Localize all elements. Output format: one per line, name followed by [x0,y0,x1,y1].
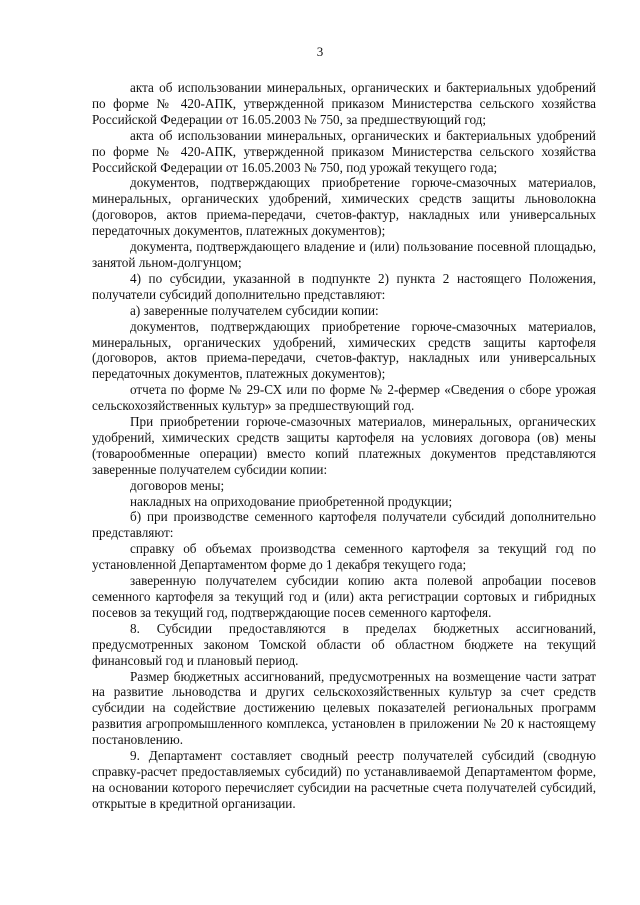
paragraph: справку об объемах производства семенного картофеля за текущий год по установленной Департаментом форме до 1 декабря текущего года; [92,541,596,573]
paragraph: документов, подтверждающих приобретение горюче-смазочных материалов, минеральных, органических удобрений, химических средств защиты картофеля (договоров, актов приема-передачи, счетов-фактур, накладных или универсальных передаточных документов, платежных документов); [92,318,596,382]
paragraph: отчета по форме № 29-СХ или по форме № 2-фермер «Сведения о сборе урожая сельскохозяйственных культур» за предшествующий год. [92,382,596,414]
paragraph: документа, подтверждающего владение и (или) пользование посевной площадью, занятой льном-долгунцом; [92,239,596,270]
page-number: 3 [316,44,324,59]
document-body [92,80,596,812]
paragraph: накладных на оприходование приобретенной продукции; [130,493,453,509]
paragraph: При приобретении горюче-смазочных материалов, минеральных, органических удобрений, химических средств защиты картофеля на условиях договора (ов) мены (товарообменные операции) вместо копий платежных документов представляются заверенные получателем субсидии копии: [92,414,596,477]
paragraph: договоров мены; [130,477,225,493]
paragraph: акта об использовании минеральных, органических и бактериальных удобрений по форме № 420-АПК, утвержденной приказом Министерства сельского хозяйства Российской Федерации от 16.05.2003 № 750, за предшествующий год; [92,80,596,127]
paragraph: 4) по субсидии, указанной в подпункте 2) пункта 2 настоящего Положения, получатели субсидий дополнительно представляют: [92,270,596,302]
paragraph: б) при производстве семенного картофеля получатели субсидий дополнительно представляют: [92,509,596,541]
paragraph: 9. Департамент составляет сводный реестр получателей субсидий (сводную справку-расчет предоставляемых субсидий) по устанавливаемой Департаментом форме, на основании которого перечисляет субсидии на расчетные счета получателей субсидий, открытые в кредитной организации. [92,748,596,811]
paragraph: акта об использовании минеральных, органических и бактериальных удобрений по форме № 420-АПК, утвержденной приказом Министерства сельского хозяйства Российской Федерации от 16.05.2003 № 750, под урожай текущего года; [92,127,596,175]
paragraph: документов, подтверждающих приобретение горюче-смазочных материалов, минеральных, органических удобрений, химических средств защиты льноволокна (договоров, актов приема-передачи, счетов-фактур, накладных или универсальных передаточных документов, платежных документов); [92,175,596,239]
paragraph: заверенную получателем субсидии копию акта полевой апробации посевов семенного картофеля за текущий год и (или) акта регистрации сортовых и гибридных посевов за текущий год, подтверждающие посев семенного картофеля. [92,573,596,620]
paragraph: Размер бюджетных ассигнований, предусмотренных на возмещение части затрат на развитие льноводства и других сельскохозяйственных культур за счет средств субсидии на содействие достижению целевых показателей региональных программ развития агропромышленного комплекса, установлен в приложении № 20 к настоящему постановлению. [92,668,596,748]
paragraph: а) заверенные получателем субсидии копии: [130,302,379,318]
paragraph: 8. Субсидии предоставляются в пределах бюджетных ассигнований, предусмотренных законом Томской области об областном бюджете на текущий финансовый год и плановый период. [92,620,596,668]
